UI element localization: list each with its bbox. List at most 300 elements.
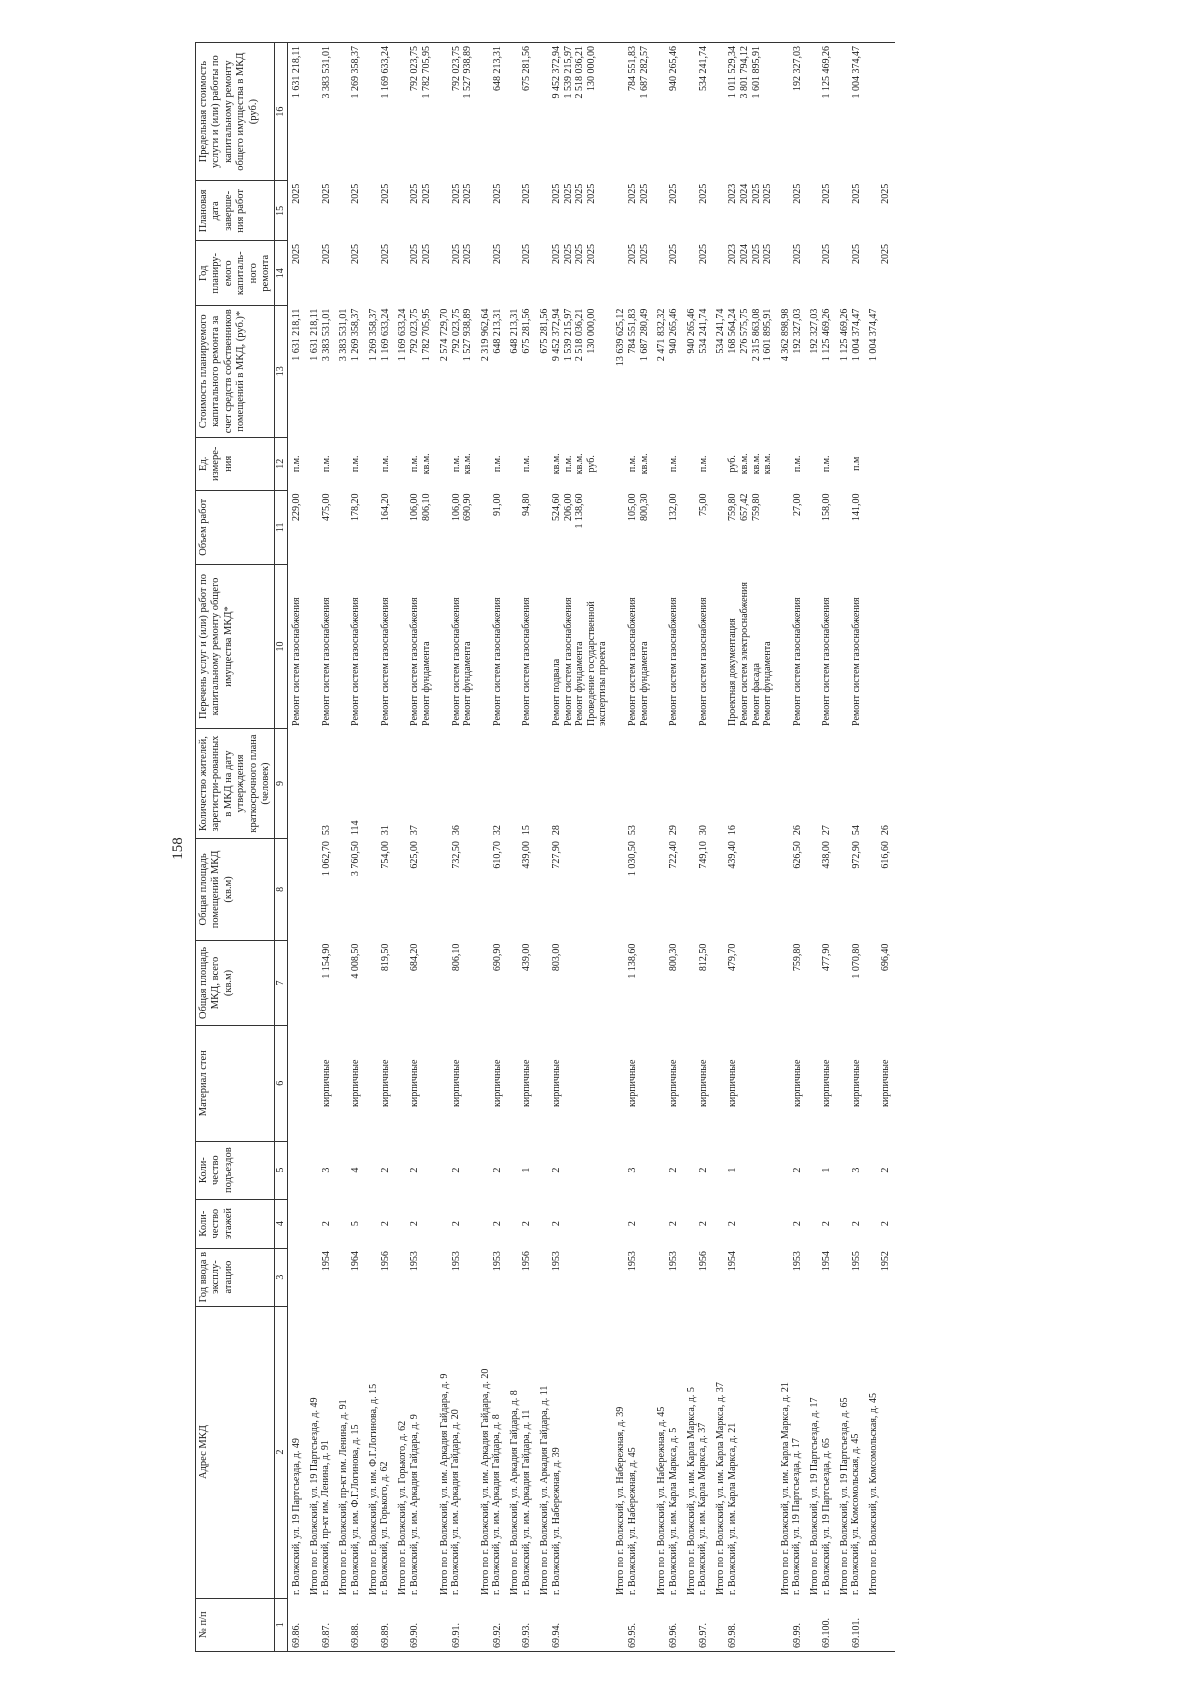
wall-material-cell [306,1025,336,1141]
entrances-cell [865,1141,895,1199]
plan-year: 2025 [880,243,892,264]
row-number-cell [865,1598,895,1651]
works-cell [683,564,713,729]
residents: 15 [521,825,533,836]
work-cost: 1 782 705,95 [421,308,433,362]
work-volume: 759,80 [727,493,739,522]
subtotal-sum: 2 319 962,64 [479,308,491,362]
unit: руб. [585,455,597,473]
floors: 2 [320,1221,332,1227]
total-area-cell [477,941,507,1026]
premises-area-cell [612,838,653,941]
end-year: 2025 [450,183,462,204]
premises-area-cell [365,838,395,941]
premises-area-cell [288,838,306,941]
limit-cost: 1 782 705,95 [421,46,433,99]
cost-cell [306,306,336,437]
year-built-cell [536,1248,612,1306]
total-area: 439,00 [521,943,533,972]
floors: 5 [350,1221,362,1227]
cost-cell [288,306,306,437]
plan-year: 2025 [791,243,803,264]
table-row [612,43,653,1652]
volume-cell [712,491,776,565]
volume-cell [806,491,836,565]
unit-cell [536,437,612,490]
floors: 2 [791,1221,803,1227]
wall-material: кирпичные [668,1059,680,1107]
residents-cell [288,729,306,838]
wall-material: кирпичные [727,1059,739,1107]
work-item: Ремонт систем газоснабжения [291,597,303,726]
work-volume: 132,00 [668,493,680,522]
premises-area-cell [506,838,536,941]
column-header: Объем работ [196,491,275,565]
end-year-cell [288,181,306,241]
cost-cell [777,306,807,437]
plan-year: 2025 [626,243,638,264]
table-row [712,43,776,1652]
volume-cell [865,491,895,565]
subtotal-sum: 2 574 729,70 [438,308,450,362]
subtotal-label: Итого по г. Волжский, ул. 19 Партсъезда, д. 49 [308,1397,320,1596]
unit: п.м. [450,455,462,473]
column-number: 1 [275,1598,288,1651]
work-volume: 800,30 [638,493,650,522]
limit-cost-cell [394,43,435,181]
floors-cell [365,1199,395,1248]
entrances-cell [365,1141,395,1199]
limit-cost: 675 281,56 [521,46,533,91]
cost-cell [335,306,365,437]
work-item: Ремонт систем газоснабжения [521,597,533,726]
work-item: Ремонт систем газоснабжения [350,597,362,726]
table-row [536,43,612,1652]
column-number: 3 [275,1248,288,1306]
work-volume: 178,20 [350,493,362,522]
address: г. Волжский, ул. им. Аркадия Гайдара, д. 8 [491,1414,503,1596]
work-item: Ремонт систем газоснабжения [562,597,574,726]
total-area: 690,90 [491,943,503,972]
work-cost: 1 539 215,97 [562,308,574,362]
subtotal-sum: 13 639 625,12 [614,308,626,367]
volume-cell [306,491,336,565]
unit: п.м. [409,455,421,473]
subtotal-sum: 1 125 469,26 [838,308,850,362]
residents-cell [836,729,866,838]
plan-year: 2025 [668,243,680,264]
works-cell [806,564,836,729]
wall-material-cell [365,1025,395,1141]
address-cell [612,1306,653,1598]
residents: 31 [379,825,391,836]
subtotal-label: Итого по г. Волжский, ул. им. Аркадия Гайдара, д. 20 [479,1368,491,1596]
entrances: 1 [727,1167,739,1173]
year-built: 1954 [821,1251,833,1272]
end-year: 2025 [421,183,433,204]
unit: п.м. [562,455,574,473]
address: г. Волжский, ул. Горького, д. 62 [379,1461,391,1596]
work-volume: 759,80 [750,493,762,522]
work-volume: 229,00 [291,493,303,522]
column-header: Плановая дата заверше-ния работ [196,181,275,241]
end-year: 2025 [409,183,421,204]
address: г. Волжский, ул. Набережная, д. 45 [626,1447,638,1596]
entrances-cell [436,1141,477,1199]
residents-cell [506,729,536,838]
limit-cost: 792 023,75 [409,46,421,91]
table-row [506,43,536,1652]
work-volume: 475,00 [320,493,332,522]
row-number: 69.95. [626,1623,638,1648]
address-cell [365,1306,395,1598]
unit-cell [335,437,365,490]
premises-area: 732,50 [450,841,462,869]
address: г. Волжский, ул. 19 Партсъезда, д. 49 [291,1438,303,1596]
floors: 2 [668,1221,680,1227]
entrances-cell [477,1141,507,1199]
address-cell [777,1306,807,1598]
work-volume: 206,00 [562,493,574,522]
premises-area: 626,50 [791,841,803,869]
row-number-cell [506,1598,536,1651]
column-header: Ед. измере-ния [196,437,275,490]
column-header: Предельная стоимость услуги и (или) работы по капитальному ремонту общего имущества в МКД (руб.) [196,43,275,181]
end-year-cell [683,181,713,241]
address-cell [436,1306,477,1598]
plan-year: 2025 [562,243,574,264]
volume-cell [365,491,395,565]
works-cell [335,564,365,729]
column-header: Год планиру-емого капиталь-ного ремонта [196,241,275,306]
work-volume: 806,10 [421,493,433,522]
year-built-cell [288,1248,306,1306]
address: г. Волжский, ул. Набережная, д. 39 [550,1447,562,1596]
unit-cell [712,437,776,490]
premises-area-cell [683,838,713,941]
subtotal-sum: 1 631 218,11 [308,308,320,361]
floors-cell [777,1199,807,1248]
column-number: 10 [275,564,288,729]
subtotal-label: Итого по г. Волжский, ул. 19 Партсъезда, д. 17 [809,1397,821,1596]
subtotal-label: Итого по г. Волжский, ул. им. Ф.Г.Логинова, д. 15 [367,1383,379,1596]
wall-material-cell [836,1025,866,1141]
end-year: 2025 [762,183,774,204]
subtotal-sum: 3 383 531,01 [338,308,350,362]
address-cell [712,1306,776,1598]
subtotal-label: Итого по г. Волжский, ул. им. Аркадия Гайдара, д. 9 [438,1373,450,1596]
subtotal-sum: 1 004 374,47 [868,308,880,362]
subtotal-label: Итого по г. Волжский, пр-кт им. Ленина, д. 91 [338,1399,350,1596]
plan-year: 2025 [320,243,332,264]
year-built-cell [506,1248,536,1306]
total-area: 759,80 [791,943,803,972]
work-cost: 784 551,83 [626,308,638,354]
plan-year: 2025 [762,243,774,264]
wall-material: кирпичные [821,1059,833,1107]
unit: кв.м. [574,453,586,475]
unit: руб. [727,455,739,473]
work-cost: 1 631 218,11 [291,308,303,361]
premises-area-cell [394,838,435,941]
volume-cell [288,491,306,565]
column-number: 8 [275,838,288,941]
work-volume: 106,00 [450,493,462,522]
limit-cost-cell [477,43,507,181]
limit-cost: 3 383 531,01 [320,46,332,99]
year-built: 1956 [379,1251,391,1272]
work-volume: 690,90 [462,493,474,522]
works-cell [365,564,395,729]
work-volume: 105,00 [626,493,638,522]
premises-area: 610,70 [491,841,503,869]
entrances-cell [683,1141,713,1199]
unit: кв.м. [550,453,562,475]
plan-year: 2025 [450,243,462,264]
address-cell [806,1306,836,1598]
works-cell [436,564,477,729]
plan-year-cell [653,241,683,306]
floors-cell [335,1199,365,1248]
wall-material: кирпичные [791,1059,803,1107]
address: г. Волжский, ул. им. Аркадия Гайдара, д. 20 [450,1409,462,1596]
entrances-cell [806,1141,836,1199]
end-year: 2025 [697,183,709,204]
year-built-cell [365,1248,395,1306]
work-cost: 792 023,75 [450,308,462,354]
residents: 32 [491,825,503,836]
unit: п.м. [350,455,362,473]
work-cost: 3 383 531,01 [320,308,332,362]
end-year: 2025 [491,183,503,204]
year-built: 1953 [409,1251,421,1272]
plan-year-cell [683,241,713,306]
year-built: 1953 [491,1251,503,1272]
unit-cell [683,437,713,490]
residents: 37 [409,825,421,836]
table-row [653,43,683,1652]
premises-area: 754,00 [379,841,391,869]
subtotal-sum: 940 265,46 [685,308,697,354]
unit: п.м. [626,455,638,473]
year-built: 1953 [450,1251,462,1272]
entrances-cell [536,1141,612,1199]
year-built: 1952 [880,1251,892,1272]
work-cost: 1 527 938,89 [462,308,474,362]
address: г. Волжский, ул. им. Аркадия Гайдара, д. 11 [520,1409,532,1596]
row-number: 69.93. [521,1623,533,1648]
column-number: 7 [275,941,288,1026]
unit: п.м. [320,455,332,473]
plan-year: 2025 [750,243,762,264]
work-cost: 1 687 280,49 [638,308,650,362]
limit-cost-cell [612,43,653,181]
column-number: 2 [275,1306,288,1598]
floors-cell [612,1199,653,1248]
limit-cost-cell [365,43,395,181]
row-number: 69.96. [668,1623,680,1648]
work-cost: 9 452 372,94 [550,308,562,362]
unit: кв.м. [738,453,750,475]
unit-cell [288,437,306,490]
cost-cell [683,306,713,437]
limit-cost: 1 527 938,89 [462,46,474,99]
limit-cost-cell [436,43,477,181]
total-area-cell [653,941,683,1026]
cost-cell [836,306,866,437]
year-built: 1956 [697,1251,709,1272]
table-row [836,43,866,1652]
premises-area: 438,00 [821,841,833,869]
total-area-cell [777,941,807,1026]
end-year-cell [506,181,536,241]
premises-area: 3 760,50 [350,841,362,877]
total-area-cell [612,941,653,1026]
floors-cell [836,1199,866,1248]
column-number: 13 [275,306,288,437]
entrances: 2 [697,1167,709,1173]
row-number: 69.101. [850,1618,862,1648]
plan-year-cell [536,241,612,306]
limit-cost: 192 327,03 [791,46,803,91]
year-built-cell [683,1248,713,1306]
limit-cost-cell [777,43,807,181]
plan-year-cell [288,241,306,306]
plan-year-cell [436,241,477,306]
address-cell [288,1306,306,1598]
total-area-cell [306,941,336,1026]
limit-cost-cell [653,43,683,181]
table-row [477,43,507,1652]
cost-cell [365,306,395,437]
floors-cell [806,1199,836,1248]
limit-cost: 784 551,83 [626,46,638,91]
year-built-cell [712,1248,776,1306]
premises-area-cell [712,838,776,941]
row-number-cell [683,1598,713,1651]
wall-material-cell [612,1025,653,1141]
residents: 30 [697,825,709,836]
row-number: 69.97. [697,1623,709,1648]
plan-year: 2025 [421,243,433,264]
end-year-cell [335,181,365,241]
wall-material-cell [477,1025,507,1141]
cost-cell [712,306,776,437]
residents-cell [865,729,895,838]
column-header: Перечень услуг и (или) работ по капитальному ремонту общего имущества МКД* [196,564,275,729]
row-number-cell [306,1598,336,1651]
residents-cell [394,729,435,838]
year-built: 1955 [850,1251,862,1272]
limit-cost-cell [865,43,895,181]
volume-cell [683,491,713,565]
limit-cost: 1 601 895,91 [750,46,762,99]
residents-cell [777,729,807,838]
floors: 2 [850,1221,862,1227]
floors-cell [653,1199,683,1248]
wall-material-cell [865,1025,895,1141]
floors-cell [712,1199,776,1248]
work-item: Ремонт фасада [750,663,762,726]
end-year: 2025 [850,183,862,204]
table-row [777,43,807,1652]
volume-cell [506,491,536,565]
floors-cell [683,1199,713,1248]
address: г. Волжский, ул. 19 Партсъезда, д. 17 [791,1438,803,1596]
subtotal-sum: 534 241,74 [715,308,727,354]
limit-cost: 1 011 529,34 [727,46,739,99]
premises-area: 616,60 [880,841,892,869]
column-number-row [275,43,288,1652]
end-year: 2025 [585,183,597,204]
wall-material: кирпичные [521,1059,533,1107]
work-item: Ремонт систем газоснабжения [379,597,391,726]
premises-area: 722,40 [668,841,680,869]
row-number-cell [536,1598,612,1651]
total-area: 819,50 [379,943,391,972]
residents: 53 [320,825,332,836]
wall-material: кирпичные [697,1059,709,1107]
end-year: 2025 [462,183,474,204]
limit-cost: 130 000,00 [585,46,597,91]
premises-area-cell [777,838,807,941]
row-number-cell [712,1598,776,1651]
wall-material: кирпичные [409,1059,421,1107]
row-number: 69.90. [409,1623,421,1648]
plan-year: 2025 [550,243,562,264]
limit-cost-cell [806,43,836,181]
floors-cell [536,1199,612,1248]
plan-year-cell [365,241,395,306]
plan-year: 2025 [350,243,362,264]
year-built-cell [394,1248,435,1306]
address-cell [836,1306,866,1598]
plan-year: 2025 [491,243,503,264]
end-year: 2025 [379,183,391,204]
floors-cell [394,1199,435,1248]
column-header: Количество жителей, зарегистри-рованных в МКД на дату утверждения краткосрочного плана (человек) [196,729,275,838]
volume-cell [836,491,866,565]
floors: 2 [880,1221,892,1227]
work-cost: 648 213,31 [491,308,503,354]
entrances-cell [506,1141,536,1199]
work-volume: 1 138,60 [574,493,586,529]
end-year-cell [777,181,807,241]
unit-cell [653,437,683,490]
entrances-cell [712,1141,776,1199]
header-row [196,43,275,1652]
limit-cost: 3 801 794,12 [738,46,750,99]
table-row [335,43,365,1652]
floors: 2 [550,1221,562,1227]
entrances: 2 [491,1167,503,1173]
limit-cost-cell [306,43,336,181]
total-area-cell [712,941,776,1026]
volume-cell [612,491,653,565]
entrances-cell [306,1141,336,1199]
row-number: 69.100. [821,1618,833,1648]
plan-year-cell [394,241,435,306]
wall-material-cell [653,1025,683,1141]
end-year: 2025 [668,183,680,204]
cost-cell [394,306,435,437]
address: г. Волжский, ул. Комсомольская, д. 45 [850,1433,862,1596]
subtotal-sum: 4 362 898,98 [779,308,791,362]
year-built-cell [865,1248,895,1306]
year-built-cell [477,1248,507,1306]
row-number: 69.86. [291,1623,303,1648]
unit: п.м. [668,455,680,473]
